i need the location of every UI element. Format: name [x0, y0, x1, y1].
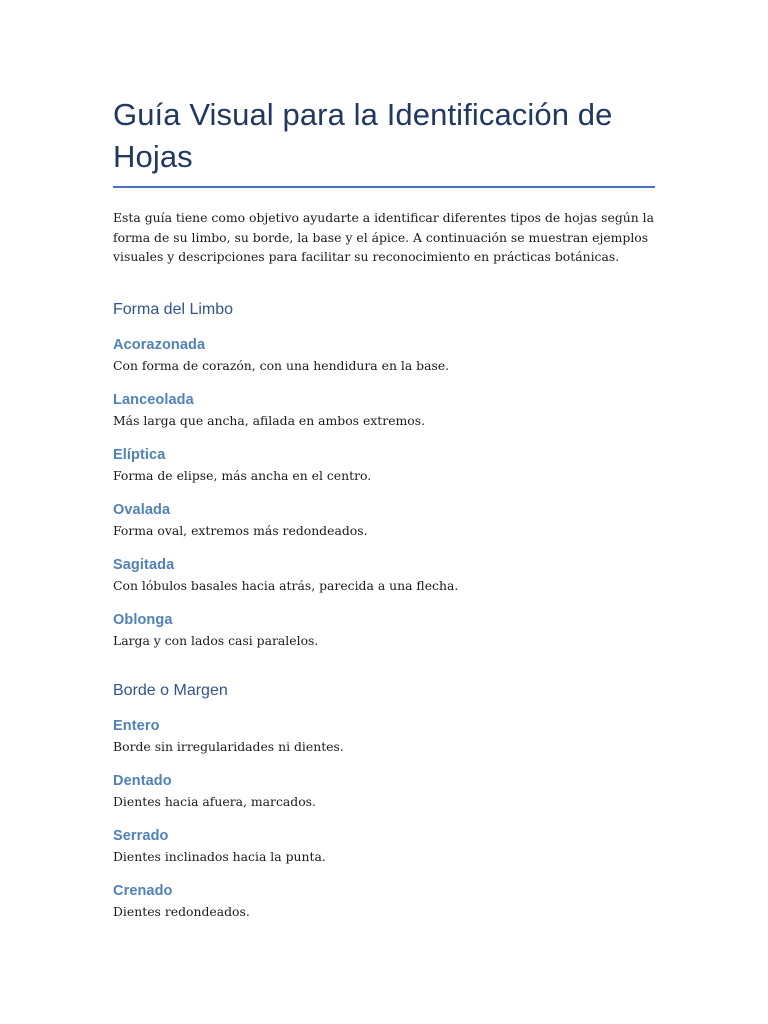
margin-type-description: Dientes hacia afuera, marcados.	[113, 793, 316, 809]
leaf-type-item	[113, 336, 655, 375]
leaf-type-title: Ovalada	[113, 501, 171, 518]
leaf-type-title: Oblonga	[113, 611, 173, 628]
leaf-type-title: Lanceolada	[113, 391, 194, 408]
margin-type-title: Crenado	[113, 882, 173, 899]
leaf-type-description: Con forma de corazón, con una hendidura en la base.	[113, 357, 450, 373]
leaf-type-description: Forma de elipse, más ancha en el centro.	[113, 467, 372, 483]
margin-type-description: Dientes redondeados.	[113, 903, 250, 919]
title-divider	[113, 186, 655, 188]
leaf-type-title: Acorazonada	[113, 336, 206, 353]
document-title: Guía Visual para la Identificación de Hojas	[113, 97, 613, 174]
section-heading: Forma del Limbo	[113, 300, 234, 318]
document-page	[113, 94, 655, 921]
margin-type-item	[113, 882, 655, 921]
margin-type-item	[113, 772, 655, 811]
leaf-type-title: Elíptica	[113, 446, 166, 463]
margin-type-item	[113, 717, 655, 756]
section-heading: Borde o Margen	[113, 681, 228, 699]
section-borde-o-margen	[113, 681, 655, 921]
margin-type-title: Serrado	[113, 827, 169, 844]
leaf-type-item	[113, 391, 655, 430]
leaf-type-item	[113, 611, 655, 650]
margin-type-title: Dentado	[113, 772, 172, 789]
leaf-type-description: Más larga que ancha, afilada en ambos extremos.	[113, 412, 426, 428]
leaf-type-description: Forma oval, extremos más redondeados.	[113, 522, 368, 538]
margin-type-item	[113, 827, 655, 866]
margin-type-description: Dientes inclinados hacia la punta.	[113, 848, 326, 864]
leaf-type-description: Larga y con lados casi paralelos.	[113, 632, 319, 648]
margin-type-title: Entero	[113, 717, 160, 734]
margin-type-description: Borde sin irregularidades ni dientes.	[113, 738, 344, 754]
leaf-type-item	[113, 446, 655, 485]
leaf-type-title: Sagitada	[113, 556, 175, 573]
section-forma-del-limbo	[113, 300, 655, 650]
leaf-type-item	[113, 501, 655, 540]
leaf-type-item	[113, 556, 655, 595]
intro-paragraph: Esta guía tiene como objetivo ayudarte a identificar diferentes tipos de hojas según la forma de su limbo, su borde, la base y el ápice. A continuación se muestran ejemplos visuales y descripciones para facilitar su reconocimiento en prácticas botánicas.	[113, 210, 655, 264]
leaf-type-description: Con lóbulos basales hacia atrás, parecida a una flecha.	[113, 577, 459, 593]
